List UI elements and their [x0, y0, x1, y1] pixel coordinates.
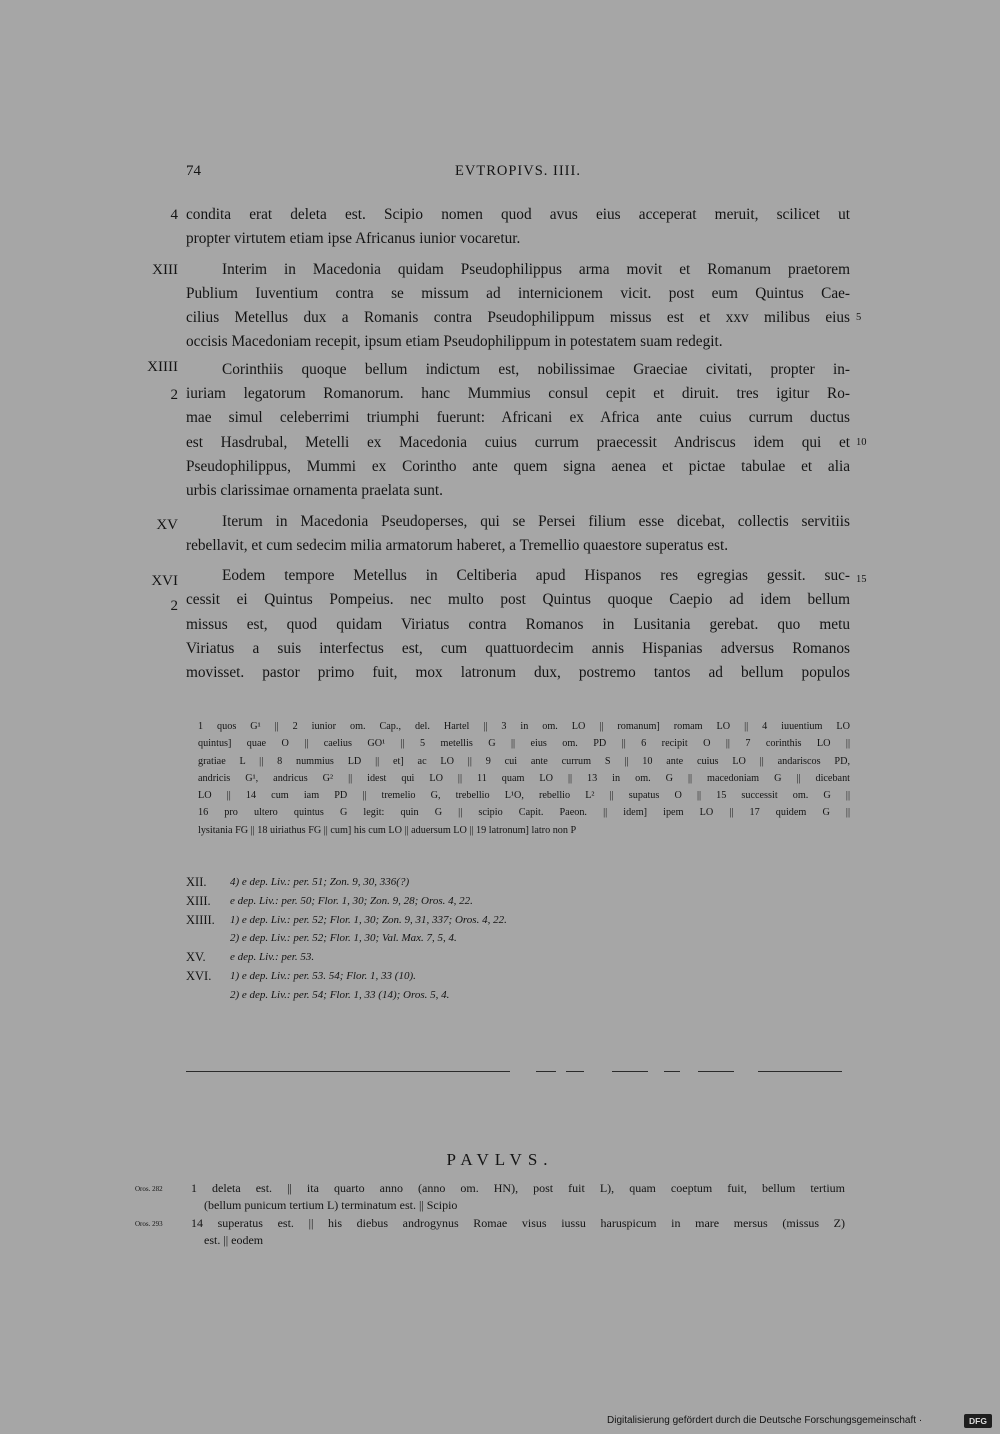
- text-line: urbis clarissimae ornamenta praelata sunt.: [186, 482, 443, 500]
- text-line: occisis Macedoniam recepit, ipsum etiam Pseudophilippum in potestatem suam redegit.: [186, 333, 723, 351]
- source-text: e dep. Liv.: per. 50; Flor. 1, 30; Zon. 9, 28; Oros. 4, 22.: [230, 894, 473, 907]
- text-line: Pseudophilippus, Mummi ex Corintho ante quem signa aenea et pictae tabulae et alia: [186, 457, 850, 475]
- paulus-notes: [135, 1180, 845, 1249]
- source-text: 1) e dep. Liv.: per. 53. 54; Flor. 1, 33 (10).: [230, 969, 416, 982]
- apparatus-line: gratiae L || 8 nummius LD || et] ac LO || 9 cui ante currum S || 10 ante cuius LO || andariscos PD,: [198, 755, 850, 767]
- divider-rule: [536, 1071, 556, 1072]
- text-line: movisset. pastor primo fuit, mox latronum dux, postremo tantos ad bellum populos: [186, 664, 850, 682]
- source-entry: [186, 948, 786, 967]
- source-label: XIIII.: [186, 912, 215, 927]
- line-number-15: 15: [856, 574, 867, 585]
- margin-chapter-xvi: XVI: [151, 573, 178, 589]
- source-entry: [186, 873, 786, 892]
- margin-section-2: 2: [170, 387, 178, 403]
- line-number-10: 10: [856, 437, 867, 448]
- source-text: 1) e dep. Liv.: per. 52; Flor. 1, 30; Zon. 9, 31, 337; Oros. 4, 22.: [230, 913, 507, 926]
- note-reference: Oros. 282: [135, 1185, 163, 1193]
- paragraph-4: [186, 203, 850, 252]
- note-line: 14 superatus est. || his diebus androgynus Romae visus iussu haruspicum in mare mersus (missus Z): [191, 1215, 845, 1230]
- text-line: rebellavit, et cum sedecim milia armatorum haberet, a Tremellio quaestore superatus est.: [186, 536, 729, 554]
- margin-chapter-xv: XV: [156, 517, 178, 533]
- text-line: mae simul celeberrimi triumphi fuerunt: Africani ex Africa ante cuius currum ductus: [186, 409, 850, 427]
- apparatus-line: lysitania FG || 18 uiriathus FG || cum] his cum LO || aduersum LO || 19 latronum] latro non P: [198, 824, 577, 836]
- margin-chapter-4: 4: [170, 207, 178, 223]
- paulus-note: [135, 1215, 845, 1250]
- source-entry: [186, 986, 786, 1005]
- main-text: [147, 203, 867, 686]
- apparatus-line: 16 pro ultero quintus G legit: quin G || scipio Capit. Paeon. || idem] ipem LO || 17 quidem G ||: [198, 807, 850, 819]
- paragraph-xvi: [186, 564, 850, 685]
- divider-rule: [758, 1071, 842, 1072]
- note-line: (bellum punicum tertium L) terminatum est. || Scipio: [204, 1198, 458, 1213]
- source-label: XVI.: [186, 968, 212, 983]
- text-line: iuriam legatorum Romanorum. hanc Mummius consul cepit et diruit. tres igitur Ro-: [186, 385, 850, 403]
- source-label: XV.: [186, 950, 206, 965]
- source-label: XIII.: [186, 893, 211, 908]
- paulus-note: [135, 1180, 845, 1215]
- text-line: cessit ei Quintus Pompeius. nec multo post Quintus quoque Caepio ad idem bellum: [186, 591, 850, 609]
- text-line: Iterum in Macedonia Pseudoperses, qui se Persei filium esse dicebat, collectis servitiis: [222, 512, 850, 530]
- source-label: XII.: [186, 875, 207, 889]
- note-line: 1 deleta est. || ita quarto anno (anno om. HN), post fuit L), quam coeptum fuit, bellum tertium: [191, 1181, 845, 1195]
- divider-rule: [698, 1071, 734, 1072]
- paragraph-xiii: [186, 258, 850, 355]
- text-line: cilius Metellus dux a Romanis contra Pseudophilippum missus est et xxv milibus eius: [186, 309, 850, 327]
- source-entry: [186, 911, 786, 930]
- note-line: est. || eodem: [204, 1232, 264, 1247]
- source-entry: [186, 967, 786, 986]
- apparatus-line: LO || 14 cum iam PD || tremelio G, trebellio L¹O, rebellio L² || supatus O || 15 successit om. G ||: [198, 790, 850, 802]
- apparatus-line: quintus] quae O || caelius GO¹ || 5 metellis G || eius om. PD || 6 recipit O || 7 corinthis LO ||: [198, 738, 850, 750]
- source-text: 2) e dep. Liv.: per. 52; Flor. 1, 30; Val. Max. 7, 5, 4.: [230, 932, 457, 945]
- source-text: 2) e dep. Liv.: per. 54; Flor. 1, 33 (14); Oros. 5, 4.: [230, 988, 450, 1001]
- source-entry: [186, 929, 786, 948]
- divider-rule: [566, 1071, 584, 1072]
- divider-rule: [186, 1071, 510, 1072]
- source-text: e dep. Liv.: per. 53.: [230, 951, 315, 964]
- text-line: Publium Iuventium contra se missum ad internicionem vicit. post eum Quintus Cae-: [186, 284, 850, 302]
- text-line: Interim in Macedonia quidam Pseudophilippus arma movit et Romanum praetorem: [222, 260, 850, 278]
- dfg-logo: DFG: [964, 1414, 992, 1428]
- critical-apparatus: [198, 718, 850, 839]
- note-reference: Oros. 293: [135, 1219, 163, 1228]
- line-number-5: 5: [856, 312, 862, 323]
- page-number: 74: [186, 163, 201, 179]
- paragraph-xv: [186, 510, 850, 559]
- text-line: est Hasdrubal, Metelli ex Macedonia cuius currum praecessit Andriscus idem qui et: [186, 433, 850, 451]
- margin-section-2b: 2: [170, 598, 178, 614]
- source-entry: [186, 892, 786, 911]
- apparatus-line: 1 quos G¹ || 2 iunior om. Cap., del. Hartel || 3 in om. LO || romanum] romam LO || 4 iuuentium LO: [198, 721, 850, 732]
- text-line: propter virtutem etiam ipse Africanus iunior vocaretur.: [186, 230, 521, 248]
- text-line: Viriatus a suis interfectus est, cum quattuordecim annis Hispanias adversus Romanos: [186, 640, 850, 658]
- source-text: 4) e dep. Liv.: per. 51; Zon. 9, 30, 336(?): [230, 876, 410, 888]
- text-line: Corinthiis quoque bellum indictum est, nobilissimae Graeciae civitati, propter in-: [222, 360, 850, 378]
- margin-chapter-xiiii: XIIII: [147, 359, 178, 375]
- divider-rule: [664, 1071, 680, 1072]
- paragraph-xiiii: [186, 358, 850, 504]
- margin-chapter-xiii: XIII: [152, 262, 178, 278]
- running-title: EVTROPIVS. IIII.: [455, 163, 581, 179]
- text-line: missus est, quod quidam Viriatus contra Romanos in Lusitania gerebat. quo metu: [186, 615, 850, 633]
- funding-footer: Digitalisierung gefördert durch die Deutsche Forschungsgemeinschaft ·: [607, 1415, 923, 1426]
- sources-list: [186, 873, 786, 1005]
- apparatus-line: andricis G¹, andricus G² || idest qui LO || 11 quam LO || 13 in om. G || macedoniam G || dicebant: [198, 772, 850, 784]
- running-head: [186, 163, 850, 185]
- divider-rule: [612, 1071, 648, 1072]
- text-line: Eodem tempore Metellus in Celtiberia apud Hispanos res egregias gessit. suc-: [222, 567, 850, 585]
- section-title-paulus: PAVLVS.: [446, 1150, 554, 1169]
- text-line: condita erat deleta est. Scipio nomen quod avus eius acceperat meruit, scilicet ut: [186, 206, 850, 223]
